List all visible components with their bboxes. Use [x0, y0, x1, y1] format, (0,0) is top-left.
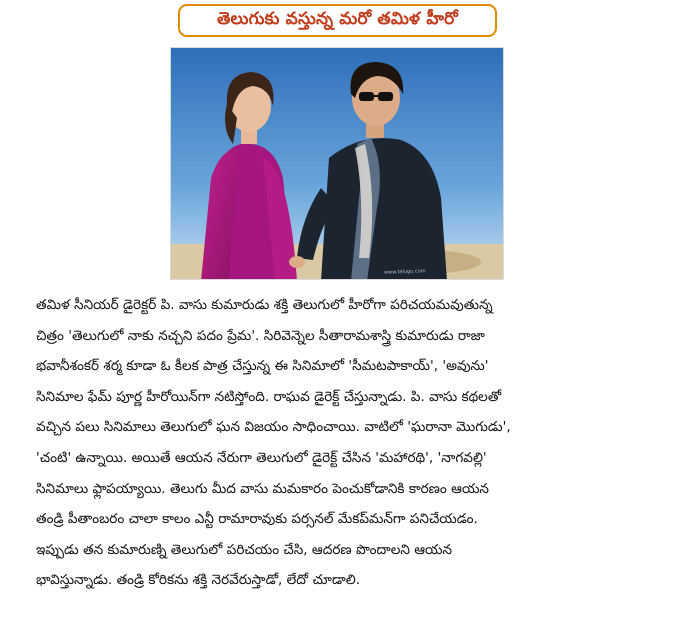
article-line: సినిమాల ఫేమ్ పూర్ణ హీరోయిన్‌గా నటిస్తోంది. రాఘవ డైరెక్ట్ చేస్తున్నాడు. పి. వాసు కథలతో — [36, 388, 502, 405]
article-line: తండ్రి పీతాంబరం చాలా కాలం ఎన్టీ రామారావుకు పర్సనల్ మేకప్‌మన్‌గా పనిచేయడం. — [36, 511, 478, 528]
headline-box — [178, 4, 497, 37]
article-line: సినిమాలు ఫ్లాపయ్యాయి. తెలుగు మీద వాసు మమకారం పెంచుకోడానికి కారణం ఆయన — [36, 480, 489, 497]
article-line: 'చంటి' ఉన్నాయి. అయితే ఆయన నేరుగా తెలుగులో డైరెక్ట్ చేసిన 'మహారథి', 'నాగవల్లి' — [36, 449, 487, 466]
article-line: వచ్చిన పలు సినిమాలు తెలుగులో ఘన విజయం సాధించాయి. వాటిలో 'ఘరానా మొగుడు', — [36, 419, 511, 436]
article-body — [36, 290, 644, 596]
article-line: భావిస్తున్నాడు. తండ్రి కోరికను శక్తి నెరవేరుస్తాడో, లేదో చూడాలి. — [36, 572, 361, 589]
headline: తెలుగుకు వస్తున్న మరో తమిళ హీరో — [217, 8, 458, 29]
watermark: www.telugu.com — [383, 268, 426, 276]
movie-still-photo — [170, 47, 504, 280]
article-line: తమిళ సీనియర్ డైరెక్టర్ పి. వాసు కుమారుడు శక్తి తెలుగులో హీరోగా పరిచయమవుతున్న — [36, 297, 493, 313]
article-line: భవానీశంకర్ శర్మ కూడా ఓ కీలక పాత్ర చేస్తున్న ఈ సినిమాలో 'సీమటపాకాయ్', 'అవును' — [36, 358, 489, 375]
article-line: ఇప్పుడు తన కుమారుణ్ని తెలుగులో పరిచయం చేసి, ఆదరణ పొందాలని ఆయన — [36, 541, 453, 558]
article-line: చిత్రం 'తెలుగులో నాకు నచ్చని పదం ప్రేమ'. సిరివెన్నెల సీతారామశాస్త్రి కుమారుడు రాజా — [36, 327, 485, 344]
